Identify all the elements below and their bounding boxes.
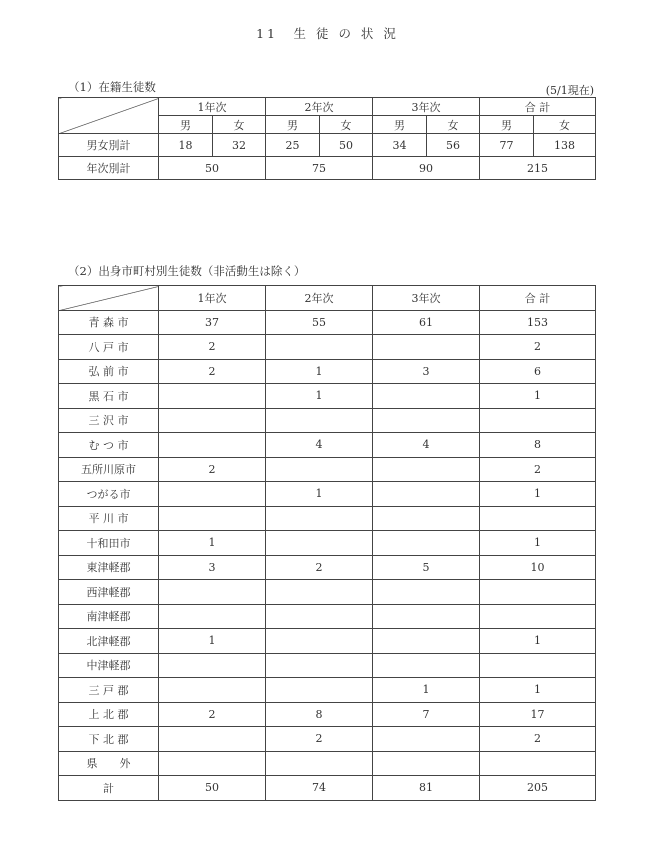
table-cell [266,457,373,482]
grade-header: 2年次 [266,98,373,116]
date-note: (5/1現在) [545,84,594,97]
table-cell: 3 [373,359,480,384]
table-cell: 61 [373,310,480,335]
table-cell [159,727,266,752]
table-cell [480,653,596,678]
table-row [59,157,596,180]
table-cell [373,604,480,629]
row-label: 八 戸 市 [59,335,159,360]
table-row [59,751,596,776]
table-cell: 1 [480,531,596,556]
table-cell: 1 [480,678,596,703]
table-cell: 1 [480,482,596,507]
table-cell: 2 [159,359,266,384]
row-label: 年次別計 [59,157,159,180]
table-cell: 153 [480,310,596,335]
table-cell [266,531,373,556]
female-header: 女 [534,116,596,134]
table-cell: 5 [373,555,480,580]
table-cell [373,727,480,752]
male-header: 男 [373,116,427,134]
male-header: 男 [480,116,534,134]
row-label: 県 外 [59,751,159,776]
table-cell: 8 [266,702,373,727]
table-cell [159,751,266,776]
header-row [59,286,596,311]
origin-table [58,285,596,801]
table-row [59,506,596,531]
table-cell: 50 [320,134,373,157]
female-header: 女 [427,116,480,134]
table-row [59,702,596,727]
table-cell: 2 [480,457,596,482]
table-cell [373,408,480,433]
table-cell [266,335,373,360]
table-cell: 2 [159,457,266,482]
table-row [59,457,596,482]
table-cell [266,629,373,654]
table-cell: 215 [480,157,596,180]
row-label: 三 沢 市 [59,408,159,433]
table-cell: 18 [159,134,213,157]
table-corner [59,286,159,311]
row-label: つがる市 [59,482,159,507]
row-label: 計 [59,776,159,801]
table-cell [159,653,266,678]
row-label: 黒 石 市 [59,384,159,409]
table-cell: 2 [480,727,596,752]
table-row [59,408,596,433]
row-label: 平 川 市 [59,506,159,531]
table-cell: 1 [159,531,266,556]
table-cell: 205 [480,776,596,801]
enrollment-table [58,97,596,180]
table-cell: 6 [480,359,596,384]
male-header: 男 [266,116,320,134]
table-cell: 1 [266,384,373,409]
female-header: 女 [320,116,373,134]
table-cell [159,482,266,507]
table-cell: 32 [213,134,266,157]
row-label: 北津軽郡 [59,629,159,654]
table-cell [266,580,373,605]
table-cell [159,678,266,703]
table-cell: 4 [373,433,480,458]
table-cell: 1 [266,359,373,384]
table-cell: 1 [159,629,266,654]
table-cell [266,653,373,678]
table-cell: 81 [373,776,480,801]
table-cell [480,408,596,433]
row-label: 南津軽郡 [59,604,159,629]
grade-header: 1年次 [159,98,266,116]
page-title: 11 生 徒 の 状 況 [256,26,399,41]
table-cell: 1 [480,384,596,409]
table-cell: 2 [159,702,266,727]
table-cell [480,580,596,605]
table-corner [59,98,159,134]
table-cell: 2 [266,727,373,752]
row-label: 中津軽郡 [59,653,159,678]
table-cell [266,678,373,703]
table-row [59,482,596,507]
table-row [59,531,596,556]
row-label: 十和田市 [59,531,159,556]
table-cell: 50 [159,776,266,801]
table-cell [159,384,266,409]
total-row [59,776,596,801]
column-header: 合 計 [480,286,596,311]
table-cell [373,629,480,654]
table-cell [266,751,373,776]
table-cell [373,482,480,507]
row-label: む つ 市 [59,433,159,458]
section2-title: （2）出身市町村別生徒数（非活動生は除く） [68,264,306,278]
table-cell [159,604,266,629]
table-row [59,604,596,629]
table-cell: 8 [480,433,596,458]
table-cell: 74 [266,776,373,801]
table-row [59,359,596,384]
table-cell: 138 [534,134,596,157]
row-label: 青 森 市 [59,310,159,335]
table-cell [373,457,480,482]
row-label: 東津軽郡 [59,555,159,580]
table-cell [373,384,480,409]
table-row [59,727,596,752]
table-cell: 2 [266,555,373,580]
table-cell [159,408,266,433]
column-header: 3年次 [373,286,480,311]
table-cell: 4 [266,433,373,458]
row-label: 西津軽郡 [59,580,159,605]
table-cell [266,506,373,531]
table-cell [159,433,266,458]
table-cell [480,506,596,531]
table-cell [373,653,480,678]
grade-header: 合 計 [480,98,596,116]
table-cell [159,580,266,605]
table-cell [373,531,480,556]
row-label: 男女別計 [59,134,159,157]
table-cell [480,751,596,776]
table-row [59,335,596,360]
table-cell: 2 [159,335,266,360]
grade-header: 3年次 [373,98,480,116]
table-cell [159,506,266,531]
female-header: 女 [213,116,266,134]
table-cell: 90 [373,157,480,180]
row-label: 上 北 郡 [59,702,159,727]
table-cell [480,604,596,629]
table-cell: 1 [373,678,480,703]
table-row [59,310,596,335]
male-header: 男 [159,116,213,134]
table-cell [373,506,480,531]
table-cell: 34 [373,134,427,157]
row-label: 五所川原市 [59,457,159,482]
table-cell: 37 [159,310,266,335]
column-header: 2年次 [266,286,373,311]
table-row [59,629,596,654]
table-row [59,433,596,458]
table-cell: 25 [266,134,320,157]
table-cell: 1 [266,482,373,507]
section1-title: （1）在籍生徒数 [68,80,156,94]
table-row [59,134,596,157]
table-cell: 2 [480,335,596,360]
table-cell: 55 [266,310,373,335]
row-label: 弘 前 市 [59,359,159,384]
table-cell: 50 [159,157,266,180]
table-cell: 1 [480,629,596,654]
column-header: 1年次 [159,286,266,311]
table-cell: 75 [266,157,373,180]
table-cell [373,580,480,605]
table-cell [373,751,480,776]
row-label: 下 北 郡 [59,727,159,752]
table-cell [373,335,480,360]
table-row [59,384,596,409]
table-cell: 56 [427,134,480,157]
row-label: 三 戸 郡 [59,678,159,703]
table-cell [266,604,373,629]
table-cell [266,408,373,433]
table-row [59,580,596,605]
table-cell: 10 [480,555,596,580]
table-cell: 17 [480,702,596,727]
table-cell: 7 [373,702,480,727]
table-cell: 77 [480,134,534,157]
table-row [59,555,596,580]
table-row [59,678,596,703]
table-cell: 3 [159,555,266,580]
table-row [59,653,596,678]
